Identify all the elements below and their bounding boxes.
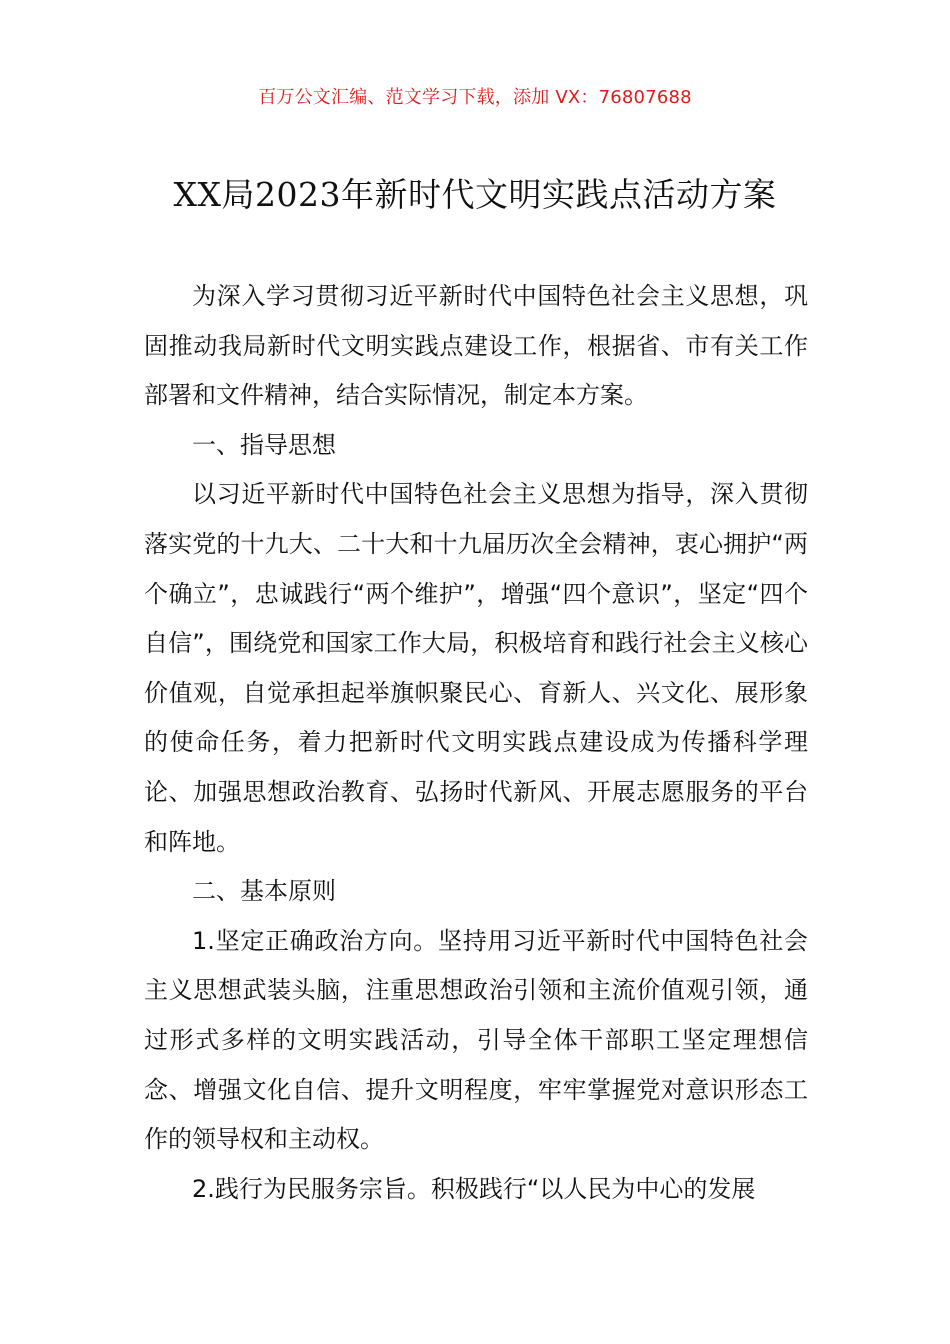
document-title: XX局2023年新时代文明实践点活动方案 <box>173 175 777 214</box>
section-heading-guiding-ideology: 一、指导思想 <box>192 430 336 459</box>
paragraph-guiding-ideology: 以习近平新时代中国特色社会主义思想为指导，深入贯彻落实党的十九大、二十大和十九届历次全会精神，衷心拥护“两个确立”，忠诚践行“两个维护”，增强“四个意识”，坚定“四个自信”，围绕党和国家工作大局，积极培育和践行社会主义核心价值观，自觉承担起举旗帜聚民心、育新人、兴文化、展形象的使命任务，着力把新时代文明实践点建设成为传播科学理论、加强思想政治教育、弘扬时代新风、开展志愿服务的平台和阵地。 <box>144 480 808 856</box>
document-body <box>144 272 808 1214</box>
section-heading-basic-principles: 二、基本原则 <box>192 877 336 906</box>
paragraph-principle-1: 1.坚定正确政治方向。坚持用习近平新时代中国特色社会主义思想武装头脑，注重思想政治引领和主流价值观引领，通过形式多样的文明实践活动，引导全体干部职工坚定理想信念、增强文化自信、提升文明程度，牢牢掌握党对意识形态工作的领导权和主动权。 <box>144 926 808 1154</box>
paragraph-principle-2: 2.践行为民服务宗旨。积极践行“以人民为中心的发展 <box>192 1174 756 1203</box>
header-note: 百万公文汇编、范文学习下载，添加 VX：76807688 <box>258 87 692 108</box>
paragraph-intro: 为深入学习贯彻习近平新时代中国特色社会主义思想，巩固推动我局新时代文明实践点建设工作，根据省、市有关工作部署和文件精神，结合实际情况，制定本方案。 <box>144 282 808 410</box>
